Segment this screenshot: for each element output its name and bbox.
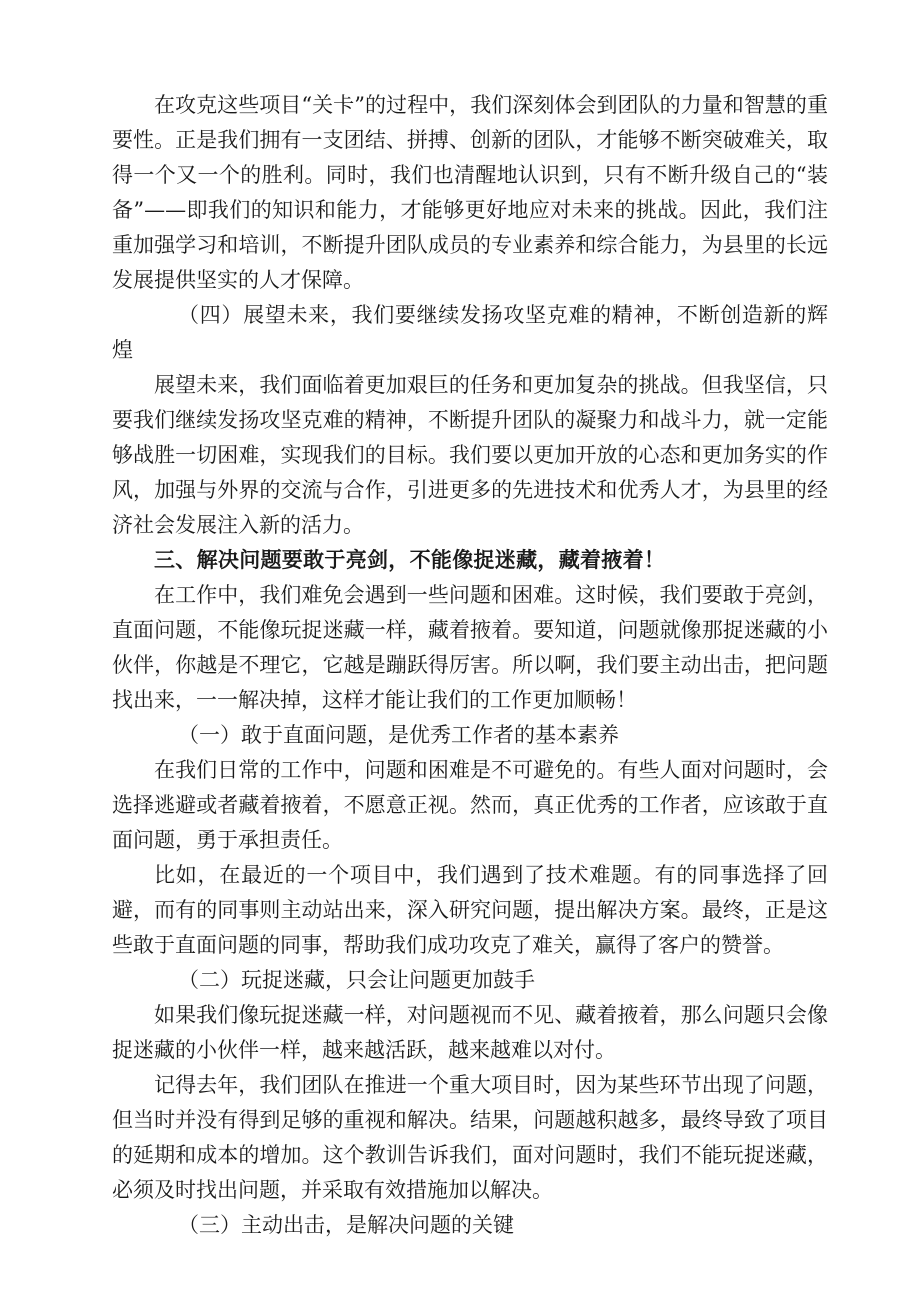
document-body (112, 88, 828, 1243)
paragraph-daily-work: 在我们日常的工作中，问题和困难是不可避免的。有些人面对问题时，会选择逃避或者藏着掖着，不愿意正视。然而，真正优秀的工作者，应该敢于直面问题，勇于承担责任。 (112, 758, 828, 852)
paragraph-ignore-problems: 如果我们像玩捉迷藏一样，对问题视而不见、藏着掖着，那么问题只会像捉迷藏的小伙伴一样，越来越活跃，越来越难以对付。 (112, 1003, 828, 1062)
paragraph-future-outlook: 展望未来，我们面临着更加艰巨的任务和更加复杂的挑战。但我坚信，只要我们继续发扬攻坚克难的精神，不断提升团队的凝聚力和战斗力，就一定能够战胜一切困难，实现我们的目标。我们要以更加开放的心态和更加务实的作风，加强与外界的交流与合作，引进更多的先进技术和优秀人才，为县里的经济社会发展注入新的活力。 (112, 373, 828, 537)
paragraph-team-strength: 在攻克这些项目“关卡”的过程中，我们深刻体会到团队的力量和智慧的重要性。正是我们拥有一支团结、拼搏、创新的团队，才能够不断突破难关，取得一个又一个的胜利。同时，我们也清醒地认识到，只有不断升级自己的“装备”——即我们的知识和能力，才能够更好地应对未来的挑战。因此，我们注重加强学习和培训，不断提升团队成员的专业素养和综合能力，为县里的长远发展提供坚实的人才保障。 (112, 93, 828, 292)
paragraph-project-example: 比如，在最近的一个项目中，我们遇到了技术难题。有的同事选择了回避，而有的同事则主动站出来，深入研究问题，提出解决方案。最终，正是这些敢于直面问题的同事，帮助我们成功攻克了难关，赢得了客户的赞誉。 (112, 863, 828, 957)
subheading-three-initiative: （三）主动出击，是解决问题的关键 (178, 1213, 514, 1237)
subheading-one-courage: （一）敢于直面问题，是优秀工作者的基本素养 (178, 723, 619, 747)
section-heading-three: 三、解决问题要敢于亮剑，不能像捉迷藏，藏着掖着！ (154, 548, 666, 572)
paragraph-face-problems: 在工作中，我们难免会遇到一些问题和困难。这时候，我们要敢于亮剑，直面问题，不能像玩捉迷藏一样，藏着掖着。要知道，问题就像那捉迷藏的小伙伴，你越是不理它，它越是蹦跃得厉害。所以啊，我们要主动出击，把问题找出来，一一解决掉，这样才能让我们的工作更加顺畅！ (112, 583, 828, 712)
subheading-two-hide-seek: （二）玩捉迷藏，只会让问题更加鼓手 (178, 968, 535, 992)
subheading-four-future: （四）展望未来，我们要继续发扬攻坚克难的精神，不断创造新的辉煌 (112, 303, 828, 362)
paragraph-last-year-lesson: 记得去年，我们团队在推进一个重大项目时，因为某些环节出现了问题，但当时并没有得到足够的重视和解决。结果，问题越积越多，最终导致了项目的延期和成本的增加。这个教训告诉我们，面对问题时，我们不能玩捉迷藏，必须及时找出问题，并采取有效措施加以解决。 (112, 1073, 828, 1202)
